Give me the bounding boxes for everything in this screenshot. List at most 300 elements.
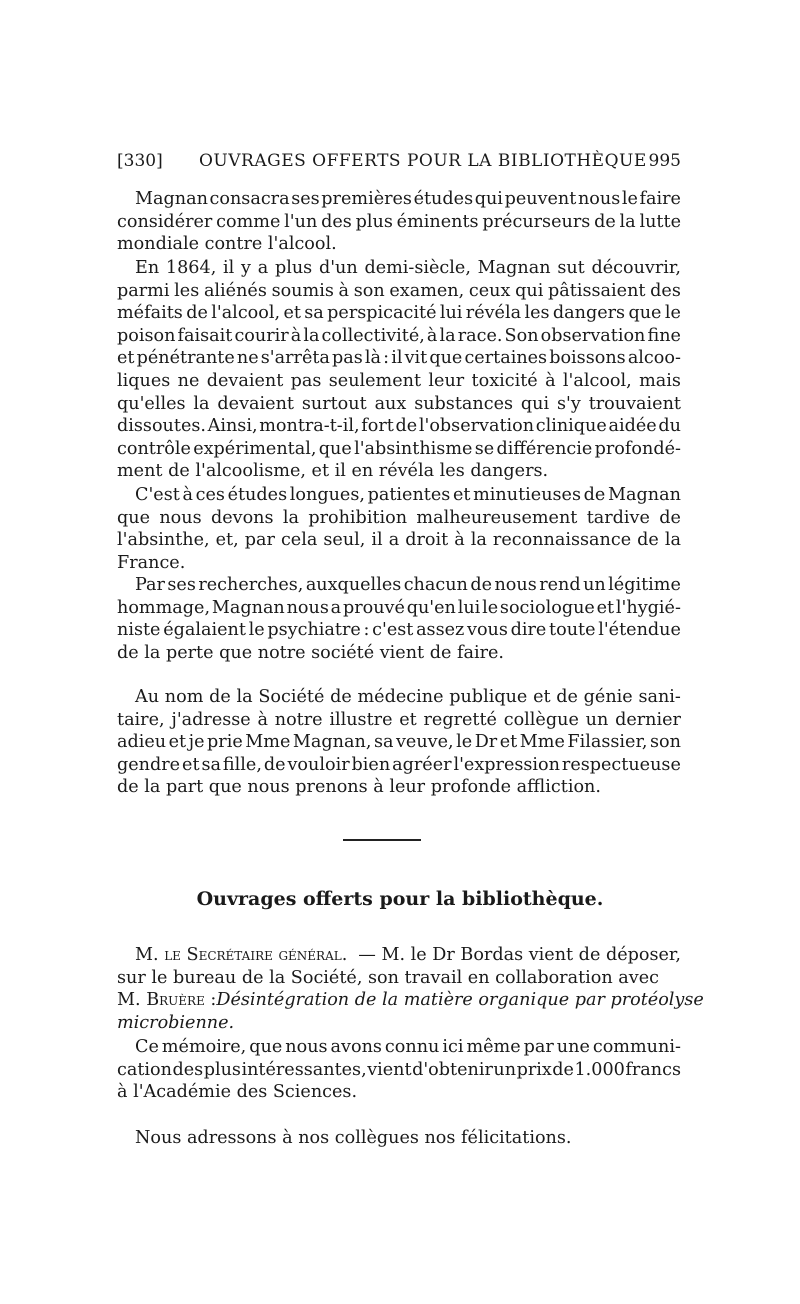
- closing-paragraph: [117, 1127, 681, 1150]
- word: tardive: [586, 507, 650, 528]
- word: la: [236, 687, 253, 707]
- section-title: Ouvrages offerts pour la bibliothèque.: [196, 888, 604, 910]
- word: de: [659, 507, 681, 528]
- paragraph: [117, 188, 681, 256]
- running-title: OUVRAGES OFFERTS POUR LA BIBLIOTHÈQUE: [199, 151, 647, 171]
- word: connu: [384, 1037, 440, 1057]
- author-name: M. Bruère :: [117, 990, 217, 1011]
- word: prix: [516, 1059, 552, 1080]
- word: malheureusement: [416, 507, 578, 528]
- word: C'est: [135, 485, 180, 505]
- word: ses: [291, 189, 320, 209]
- word: la: [282, 507, 299, 528]
- word: de: [556, 687, 578, 707]
- word: devaient: [206, 370, 284, 391]
- word: de: [330, 687, 352, 707]
- word: boissons: [549, 348, 626, 369]
- speaker-label: M. le Secrétaire général.: [135, 945, 348, 965]
- word: francs: [625, 1059, 681, 1080]
- word: surtout: [301, 393, 367, 414]
- text-line: [117, 302, 681, 325]
- word: trouvaient: [588, 393, 681, 414]
- memoire-paragraph: [117, 1036, 681, 1104]
- word: a: [388, 530, 400, 551]
- word: hommage,: [117, 597, 211, 618]
- word: reconnaissance: [492, 530, 632, 551]
- word: communi-: [592, 1037, 681, 1057]
- word: montra-t-il,: [259, 416, 360, 437]
- word: que: [429, 348, 463, 369]
- word: pénétrante: [136, 348, 235, 369]
- word: par: [244, 530, 275, 551]
- word: a: [257, 258, 269, 278]
- text-line: [117, 507, 681, 530]
- word: vouloir: [287, 754, 350, 775]
- text-line: [117, 686, 681, 709]
- text-line: [117, 597, 681, 620]
- word: son: [650, 732, 681, 753]
- word: avons: [330, 1037, 382, 1057]
- word: toxicité: [471, 370, 538, 391]
- word: à: [426, 325, 438, 346]
- word: considérer: [117, 211, 213, 232]
- word: des: [172, 1059, 204, 1080]
- word: Ce: [135, 1037, 159, 1057]
- word: découvrir,: [591, 258, 681, 278]
- word: légitime: [608, 575, 681, 595]
- text-line: [117, 188, 681, 211]
- word: à: [338, 280, 350, 301]
- word: il: [391, 348, 403, 369]
- word: de: [470, 575, 493, 595]
- word: plus: [203, 1059, 241, 1080]
- word: de: [395, 416, 418, 437]
- word: bien: [351, 754, 391, 775]
- text-line: [117, 1081, 681, 1104]
- line-text: ment de l'alcoolisme, et il en révéla les dangers.: [117, 461, 549, 482]
- word: ici: [442, 1037, 464, 1057]
- text-line: [117, 415, 681, 438]
- text-line: [117, 484, 681, 507]
- word: que: [318, 438, 352, 459]
- word: d'un: [318, 258, 358, 278]
- word: vit: [404, 348, 428, 369]
- word: à: [290, 325, 302, 346]
- text-line: [117, 460, 681, 483]
- word: que: [249, 1037, 283, 1057]
- word: fille,: [222, 754, 262, 775]
- word: dissoutes.: [117, 416, 206, 437]
- secretary-line-rest: — M. le Dr Bordas vient de déposer,: [358, 945, 681, 965]
- word: agréer: [392, 754, 452, 775]
- word: et: [399, 709, 417, 730]
- text-line: [117, 552, 681, 575]
- word: dire: [510, 620, 547, 641]
- word: sa: [373, 732, 394, 753]
- word: auxquelles: [305, 575, 402, 595]
- word: lutte: [639, 211, 681, 232]
- word: recherches,: [198, 575, 304, 595]
- word: a: [330, 597, 342, 618]
- text-line: [117, 642, 681, 665]
- word: liques: [117, 370, 171, 391]
- word: un: [493, 1059, 517, 1080]
- word: de: [263, 754, 286, 775]
- word: que: [628, 303, 662, 324]
- word: nous: [286, 597, 329, 618]
- word: Au: [135, 687, 160, 707]
- text-line: [117, 1012, 681, 1035]
- word: demi-siècle,: [364, 258, 471, 278]
- word: certaines: [464, 348, 548, 369]
- word: Magnan: [608, 485, 681, 505]
- word: de: [594, 211, 616, 232]
- word: substances: [414, 393, 514, 414]
- word: poison: [117, 325, 176, 346]
- text-line: [117, 438, 681, 461]
- word: alcoo-: [627, 348, 681, 369]
- word: et,: [215, 530, 239, 551]
- word: :: [383, 348, 390, 369]
- word: fine: [647, 325, 681, 346]
- word: médecine: [357, 687, 444, 707]
- word: qui: [515, 280, 544, 301]
- word: patientes: [367, 485, 451, 505]
- word: nom: [164, 687, 204, 707]
- word: méfaits: [117, 303, 183, 324]
- word: fort: [361, 416, 394, 437]
- work-title-end: microbienne.: [117, 1012, 235, 1033]
- word: :: [363, 620, 370, 641]
- word: pâtissaient: [548, 280, 646, 301]
- word: qui: [474, 189, 503, 209]
- word: le: [664, 303, 681, 324]
- word: un: [583, 575, 606, 595]
- word: nous: [494, 575, 537, 595]
- word: 1.000: [574, 1059, 625, 1080]
- word: c'est: [372, 620, 414, 641]
- word: cela: [280, 530, 318, 551]
- paragraph: [117, 574, 681, 664]
- word: et: [168, 732, 187, 753]
- word: faire: [639, 189, 681, 209]
- word: le: [456, 732, 473, 753]
- word: prie: [207, 732, 243, 753]
- word: intéressantes,: [241, 1059, 367, 1080]
- word: cation: [117, 1059, 172, 1080]
- word: faisait: [177, 325, 233, 346]
- word: l'étendue: [598, 620, 681, 641]
- word: et: [452, 485, 471, 505]
- word: Magnan: [477, 258, 551, 278]
- word: de: [583, 485, 606, 505]
- line-text: mondiale contre l'alcool.: [117, 234, 337, 255]
- word: mémoire,: [161, 1037, 247, 1057]
- word: courir: [234, 325, 289, 346]
- word: sa: [201, 754, 221, 775]
- word: rend: [539, 575, 581, 595]
- word: seul,: [323, 530, 366, 551]
- word: que: [117, 507, 151, 528]
- text-line: [117, 233, 681, 256]
- word: sani-: [638, 687, 681, 707]
- word: études: [227, 485, 288, 505]
- word: leur: [428, 370, 465, 391]
- word: gendre: [117, 754, 181, 775]
- word: illustre: [329, 709, 393, 730]
- word: études: [413, 189, 474, 209]
- word: lui: [457, 597, 481, 618]
- text-line: [117, 529, 681, 552]
- word: l'absinthisme: [354, 438, 473, 459]
- word: la: [193, 393, 210, 414]
- word: prohibition: [308, 507, 408, 528]
- word: à: [545, 370, 556, 391]
- line-text: France.: [117, 552, 186, 573]
- text-line: [117, 709, 681, 732]
- word: ne: [236, 348, 259, 369]
- word: d'obtenir: [412, 1059, 493, 1080]
- word: là: [364, 348, 382, 369]
- word: j'adresse: [171, 709, 251, 730]
- word: Son: [504, 325, 539, 346]
- word: de: [186, 303, 208, 324]
- word: profondé-: [594, 438, 681, 459]
- word: la: [664, 530, 681, 551]
- word: ne: [177, 370, 200, 391]
- word: et: [283, 303, 301, 324]
- word: parmi: [117, 280, 170, 301]
- work-title: Désintégration de la matière organique par protéolyse: [216, 990, 704, 1011]
- word: collectivité,: [321, 325, 425, 346]
- secretary-paragraph: [117, 944, 704, 1034]
- word: Dr: [474, 732, 498, 753]
- word: devons: [210, 507, 274, 528]
- word: peuvent: [504, 189, 577, 209]
- word: collègue: [503, 709, 579, 730]
- word: Mme: [519, 732, 565, 753]
- word: à: [454, 530, 465, 551]
- word: le: [482, 597, 499, 618]
- word: droit: [405, 530, 449, 551]
- word: expérimental,: [193, 438, 317, 459]
- word: la: [470, 530, 487, 551]
- word: devaient: [217, 393, 294, 414]
- text-line: [117, 989, 704, 1012]
- text-line: [117, 754, 681, 777]
- word: le: [248, 620, 265, 641]
- text-line: [117, 944, 681, 967]
- word: longues,: [289, 485, 365, 505]
- word: psychiatre: [267, 620, 361, 641]
- word: lui: [439, 303, 463, 324]
- word: publique: [449, 687, 528, 707]
- word: taire,: [117, 709, 165, 730]
- text-line: [117, 619, 681, 642]
- word: à: [257, 709, 268, 730]
- word: Filassier,: [567, 732, 648, 753]
- word: s'arrêta: [260, 348, 330, 369]
- word: qu'elles: [117, 393, 186, 414]
- word: révéla: [465, 303, 522, 324]
- text-line: [117, 370, 681, 393]
- word: éminents: [396, 211, 479, 232]
- word: égalaient: [163, 620, 246, 641]
- paragraph: [117, 257, 681, 483]
- line-text: de la perte que notre société vient de faire.: [117, 642, 505, 663]
- word: plus: [355, 211, 393, 232]
- word: Magnan,: [292, 732, 372, 753]
- text-line: [117, 1127, 681, 1150]
- word: il: [371, 530, 383, 551]
- text-line: [117, 280, 681, 303]
- word: l'un: [284, 211, 318, 232]
- word: ses: [167, 575, 196, 595]
- word: je: [188, 732, 205, 753]
- line-text: de la part que nous prenons à leur profonde affliction.: [117, 777, 601, 798]
- word: génie: [583, 687, 633, 707]
- word: assez: [416, 620, 465, 641]
- word: se: [474, 438, 495, 459]
- word: le: [621, 189, 638, 209]
- word: les: [524, 303, 550, 324]
- text-line: [117, 211, 681, 234]
- text-line: [117, 1059, 681, 1082]
- page-number: 995: [648, 151, 681, 171]
- word: clinique: [535, 416, 607, 437]
- bracket-page-number: [330]: [117, 151, 163, 171]
- word: nous: [577, 189, 621, 209]
- word: toute: [549, 620, 596, 641]
- word: la: [619, 211, 636, 232]
- word: contrôle: [117, 438, 191, 459]
- word: y: [241, 258, 251, 278]
- word: Mme: [245, 732, 291, 753]
- text-line: [117, 393, 681, 416]
- word: En: [135, 258, 160, 278]
- word: les: [174, 280, 200, 301]
- word: l'alcool,: [211, 303, 281, 324]
- word: comme: [216, 211, 281, 232]
- word: un: [585, 709, 609, 730]
- word: à: [182, 485, 193, 505]
- word: Ainsi,: [207, 416, 258, 437]
- text-line: [117, 257, 681, 280]
- word: perspicacité: [327, 303, 437, 324]
- text-line: [117, 574, 681, 597]
- word: de: [637, 530, 659, 551]
- word: s'y: [557, 393, 581, 414]
- word: et: [117, 348, 135, 369]
- word: des: [321, 211, 352, 232]
- word: niste: [117, 620, 161, 641]
- word: et: [596, 597, 615, 618]
- word: race.: [457, 325, 503, 346]
- word: sut: [557, 258, 585, 278]
- word: pas: [290, 370, 322, 391]
- text-line: [117, 967, 681, 990]
- text-line: [117, 325, 681, 348]
- word: de: [209, 687, 231, 707]
- word: même: [466, 1037, 521, 1057]
- word: vous: [467, 620, 508, 641]
- word: plus: [274, 258, 313, 278]
- word: premières: [321, 189, 412, 209]
- secretary-line-2: sur le bureau de la Société, son travail en collaboration avec: [117, 967, 659, 988]
- word: différencie: [496, 438, 593, 459]
- word: consacra: [209, 189, 290, 209]
- word: Société: [258, 687, 325, 707]
- word: du: [658, 416, 681, 437]
- word: ces: [195, 485, 225, 505]
- word: l'absinthe,: [117, 530, 210, 551]
- word: observation: [540, 325, 646, 346]
- word: mais: [639, 370, 681, 391]
- word: l'observation: [418, 416, 535, 437]
- paragraph: [117, 484, 681, 574]
- closing-text: Nous adressons à nos collègues nos félicitations.: [135, 1128, 572, 1148]
- word: la: [303, 325, 320, 346]
- word: aux: [374, 393, 407, 414]
- word: l'expression: [453, 754, 560, 775]
- page-header: [117, 147, 681, 175]
- word: vient: [367, 1059, 412, 1080]
- word: veuve,: [395, 732, 454, 753]
- word: seulement: [328, 370, 422, 391]
- word: minutieuses: [473, 485, 581, 505]
- text-line: [117, 776, 681, 799]
- word: dernier: [615, 709, 681, 730]
- word: et: [533, 687, 551, 707]
- line-text: à l'Académie des Sciences.: [117, 1082, 358, 1103]
- word: qui: [520, 393, 550, 414]
- text-line: [117, 347, 681, 370]
- word: une: [556, 1037, 590, 1057]
- word: Magnan: [135, 189, 208, 209]
- word: pas: [332, 348, 363, 369]
- word: nous: [159, 507, 202, 528]
- word: Par: [135, 575, 165, 595]
- word: sa: [304, 303, 324, 324]
- word: adieu: [117, 732, 167, 753]
- word: et: [182, 754, 200, 775]
- word: aidée: [608, 416, 657, 437]
- word: ceux: [468, 280, 511, 301]
- word: Magnan: [211, 597, 285, 618]
- word: des: [650, 280, 681, 301]
- word: prouvé: [342, 597, 405, 618]
- word: par: [523, 1037, 554, 1057]
- word: nous: [285, 1037, 328, 1057]
- word: l'alcool,: [562, 370, 632, 391]
- word: respectueuse: [561, 754, 681, 775]
- word: qu'en: [406, 597, 456, 618]
- word: la: [439, 325, 456, 346]
- section-divider: [343, 839, 421, 841]
- word: il: [223, 258, 235, 278]
- word: précurseurs: [482, 211, 591, 232]
- word: sociologue: [499, 597, 595, 618]
- word: l'hygié-: [615, 597, 681, 618]
- word: dangers: [552, 303, 626, 324]
- word: aliénés: [203, 280, 267, 301]
- word: notre: [274, 709, 323, 730]
- word: regretté: [423, 709, 497, 730]
- paragraph: [117, 686, 681, 799]
- word: soumis: [271, 280, 334, 301]
- word: chacun: [403, 575, 468, 595]
- text-line: [117, 1036, 681, 1059]
